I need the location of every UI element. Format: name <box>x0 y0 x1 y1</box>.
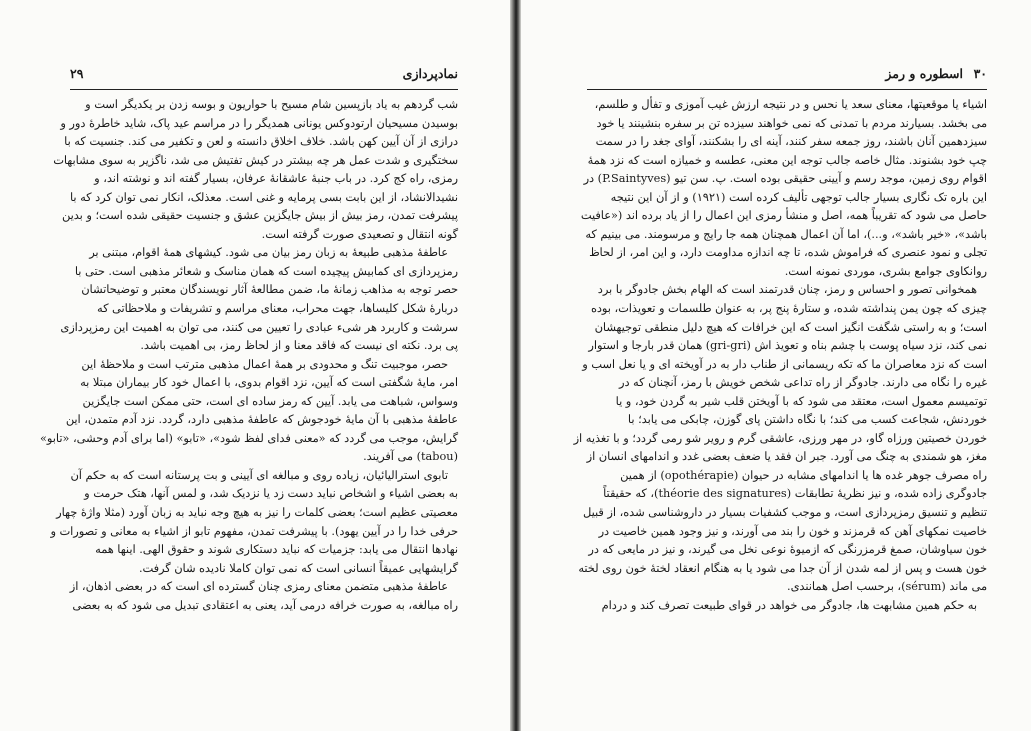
text-line: این باره تک نگاری بسیار جالب توجهی تألیف کرده است (۱۹۲۱) و از آن این نتیجه <box>610 190 987 204</box>
text-line: به حکم همین مشابهت ها، جادوگر می خواهد در قوای طبیعت تصرف کند و دردام <box>601 598 977 612</box>
text-line: گرایش، موجب می گردد که «معنی فدای لفظ شود»، «تابو» (اما برای آدم وحشی، «تابو» <box>40 431 458 445</box>
text-line: پیشرفت تمدن، رمز بیش از بیش جایگزین عشق و جنسیت حقیقی شده است؛ و بدین <box>62 209 458 223</box>
text-line: مغز، هو شمندی به چنگ می آورد. جبر ان فقد یا ضعف بعضی غدد و اندامهای انسان از <box>586 450 987 464</box>
text-line: توتمیسم معمول است، معتقد می شود که با آویختن قلب شیر به گردن خود، و یا <box>615 394 987 408</box>
text-line: حرفی خدا را در آیین یهود). با پیشرفت تمدن، مفهوم تابو از اشیاء به معانی و تصورات و <box>50 524 458 538</box>
text-line: امر، مایهٔ شگفتی است که آیین، نزد اقوام بدوی، با اعمال خود کار بیماران مبتلا به <box>80 376 458 390</box>
text-line: است؛ و به راستی شگفت انگیز است که این خرافات که هیچ دلیل منطقی توجیهشان <box>594 320 987 334</box>
left-page <box>0 0 510 731</box>
text-line: راه مبالغه، به صورت خرافه درمی آید، یعنی به اعتقادی تبدیل می شود که به بعضی <box>72 598 458 612</box>
text-line: است که نزد معاصران ما که تکه ریسمانی از طناب دار به در آویخته ای و یا نعل اسب و <box>582 357 987 371</box>
left-page-number: ۲۹ <box>70 66 84 81</box>
text-line: رمزی، راه کج کرد. در باب جنبهٔ عاشقانهٔ عرفان، بسیار گفته اند و نوشته اند، و <box>94 172 458 186</box>
left-page-header <box>70 66 458 86</box>
text-line: رمزپردازی ای کمابیش پیچیده است که همان مناسک و شعائر مذهبی است. حتی با <box>74 264 458 278</box>
left-header-rule <box>70 89 458 90</box>
text-line: غیره را نگاه می دارند. جادوگر از راه تداعی شخص خویش با رمز، آنچنان که در <box>618 376 987 390</box>
right-page-number: ۳۰ <box>973 66 987 81</box>
text-line: شب گردهم به یاد بازپسین شام مسیح با حواریون و بوسه زدن بر یکدیگر است و <box>85 98 458 111</box>
text-line: پی برد. نکته ای نیست که فاقد معنا و از لحاظ رمز، بی اهمیت باشد. <box>140 339 458 353</box>
text-line: خوردن خصیتین ورزاه گاو، در مهر ورزی، عاشقی گرم و رویر شو رمی گردد؛ و با تغذیه از <box>573 431 987 445</box>
book-gutter <box>510 0 521 731</box>
text-line: معصیتی عظیم است؛ بعضی کلمات را نیز به هیچ وجه نباید به زبان آورد (مثلا واژهٔ چهار <box>56 506 458 520</box>
right-header-rule <box>587 89 987 90</box>
text-line: تجلی و نمود عنصری که فراموش شده، تا چه اندازه مداومت دارد، و این امر، از لحاظ <box>589 246 987 260</box>
text-line: روانکاوی جوامع بشری، موردی نمونه است. <box>784 264 987 278</box>
text-line: راه مصرف جوهر غده ها یا اندامهای مشابه در حیوان (opothérapie) از همین <box>620 468 987 482</box>
text-line: نشیدالانشاد، از این بابت بسی پرمایه و غنی است. معذلک، انکار نمی توان کرد که با <box>69 190 458 204</box>
text-line: می بخشد. بسیارند مردم با تمدنی که نمی خواهند سیزده تن بر سفره بنشینند یا خود <box>596 116 987 130</box>
left-page-body <box>40 96 458 615</box>
text-line: چپ خود بشنوند. مثال خاصه جالب توجه این معنی، عطسه و خمیازه است که نزد همهٔ <box>587 153 987 167</box>
text-line: دربارهٔ شکل کلیساها، جهت محراب، معنای مراسم و تشریفات و ملاحظاتی که <box>97 302 458 316</box>
text-line: سختگیری و شدت عمل هر چه بیشتر در کیش تفتیش می شد، ناگزیر به سوی مشابهات <box>53 153 458 167</box>
text-line: تابوی استرالیائیان، زیاده روی و مبالغه ای آیینی و بت پرستانه است که به حکم آن <box>70 468 448 482</box>
text-line: اقوام روی زمین، موجد رسم و آیینی حقیقی بوده است. پ. سن تیو (P.Saintyves) در <box>583 172 987 186</box>
text-line: عاطفهٔ مذهبی با آن مایهٔ خودجوش که عاطفهٔ مذهبی دارد، گردد. نزد آدم متمدن، این <box>65 413 458 427</box>
text-line: گونه انتقال و تصعیدی صورت گرفته است. <box>261 227 458 241</box>
text-line: عاطفهٔ مذهبی طبیعهٔ به زبان رمز بیان می شود. کیشهای همهٔ اقوام، مبتنی بر <box>89 246 448 260</box>
text-line: خوردنش، شجاعت کسب می کند؛ با نگاه داشتن پای گوزن، چابکی می یابد؛ با <box>627 413 987 427</box>
text-line: وسواس، شباهت می یابد. آیین که رمز ساده ای است، حتی ممکن است جایگزین <box>82 394 458 408</box>
text-line: می ماند (sérum)، برحسب اصل همانندی. <box>787 580 987 594</box>
text-line: حصر، موجبیت تنگ و محدودی بر همهٔ اعمال مذهبی مترتب است و ملاحظهٔ این <box>81 357 448 371</box>
right-running-title: اسطوره و رمز <box>885 66 963 81</box>
text-line: سرشت و کاربرد هر شیء عبادی را تعیین می کنند، می توان به اهمیت این رمزپردازی <box>60 320 458 334</box>
right-page-header <box>587 66 987 86</box>
text-line: باشد»، «خیر باشد»، و...)، اما آن اعمال همچنان همه جا رایج و مرسومند. می بینیم که <box>585 227 987 241</box>
text-line: تنظیم و تنسیق رمزپردازی است، و موجب کشفیات بسیار در داروشناسی شده، از قبیل <box>583 506 987 520</box>
text-line: به بعضی اشیاء و اشخاص نباید دست زد یا نزدیک شد، و لمس آنها، هتک حرمت و <box>84 487 458 501</box>
text-line: همخوانی تصور و احساس و رمز، چنان قدرتمند است که الهام بخش جادوگر با برد <box>597 283 977 297</box>
right-page-body <box>573 96 987 615</box>
right-page <box>521 0 1031 731</box>
text-line: سیزدهمین آنان باشند، روز جمعه سفر کنند، آینه ای را بشکنند، آوای جغد را در سمت <box>595 135 987 149</box>
left-running-title: نمادپردازی <box>402 66 458 81</box>
text-line: حاصل می شود که تقریباً همه، اصل و منشأ رمزی این اعمال را از یاد برده اند («عافیت <box>580 209 987 223</box>
text-line: خون سیاوشان، صمغ قرمزرنگی که ازمیوهٔ نوعی نخل می گیرند، و نیز در مایعی که در <box>588 543 987 557</box>
text-line: عاطفهٔ مذهبی متضمن معنای رمزی چنان گسترده ای است که در بعضی اذهان، از <box>69 580 448 594</box>
text-line: خاصیت نمکهای آهن که قرمزند و خون را بند می آورند، و نیز وجود همین خاصیت در <box>598 524 987 538</box>
text-line: اشیاء یا موقعیتها، معنای سعد یا نحس و در نتیجه ارزش غیب آموزی و تفأل و طلسم، <box>594 98 987 111</box>
text-line: جادوگری زاده شده، و نیز نظریهٔ تطابقات (théorie des signatures)، که حقیقتاً <box>603 487 987 501</box>
text-line: گرایشهایی عمیقاً انسانی است که نمی توان کاملا نادیده شان گرفت. <box>138 561 458 575</box>
text-line: نمی کند، نزد سیاه پوست با چشم بناه و تعویذ اش (gri-gri) همان قدر بارجا و استوار <box>588 339 987 353</box>
text-line: درازی از آن آیین کهن باشد. خلاف اخلاق دانسته و لعن و تکفیر می کند. جنسیت که با <box>64 135 458 149</box>
text-line: (tabou) می آفریند. <box>363 450 458 464</box>
text-line: نهادها انتقال می یابد: جزمیات که نباید دستکاری شوند و حقوق الهی. اینها همه <box>95 543 458 557</box>
text-line: حصر توجه به مذاهب زمانهٔ ما، ضمن مطالعهٔ آثار نویسندگان معتبر و توضیحاتشان <box>81 283 458 297</box>
text-line: خون هست و پس از لمه شدن از آن جدا می شود یا به هنگام انعقاد لختهٔ خون روی لخته <box>578 561 987 575</box>
text-line: چیزی که چون یمن پنداشته شده، و ستارهٔ پنج پر، به عنوان طلسمات و تعویذات، بوده <box>590 302 987 316</box>
text-line: بوسیدن مسیحیان ارتودوکس یونانی همدیگر را در مراسم عید پاک، شاید خاطرهٔ دور و <box>60 116 458 130</box>
